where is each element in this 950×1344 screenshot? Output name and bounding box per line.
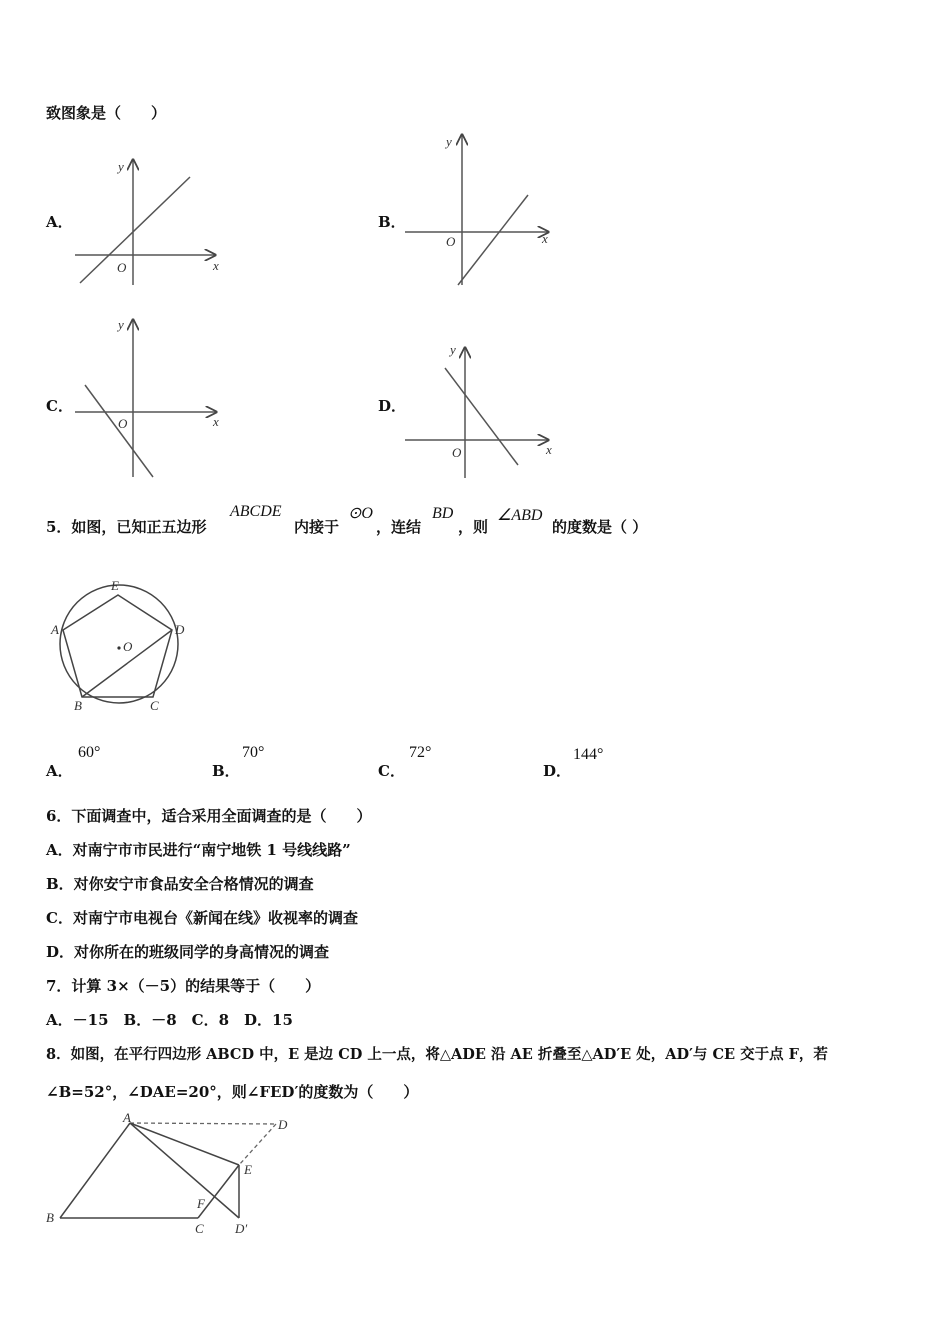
q5-option-a-label: A． (46, 762, 73, 780)
q7-stem: 7．计算 3×（－5）的结果等于（ ） (46, 977, 321, 995)
q5-option-a-value: 60° (78, 744, 101, 761)
q5-option-c-value: 72° (409, 744, 432, 761)
q4-option-c-label: C． (46, 397, 73, 415)
label-d: D (175, 622, 185, 637)
segment-ad-prime (130, 1123, 239, 1218)
q5-stem-part2: 内接于 (294, 518, 340, 536)
label-a: A (51, 622, 59, 637)
x-label: x (542, 231, 548, 246)
q4-graph-b (400, 130, 560, 290)
q6-option-d: D．对你所在的班级同学的身高情况的调查 (46, 943, 330, 961)
q7-options: A．－15 B．－8 C．8 D．15 (46, 1011, 293, 1029)
label-d: D (278, 1117, 288, 1132)
q4-graph-c (70, 315, 230, 480)
q6-option-a: A．对南宁市市民进行“南宁地铁 1 号线线路” (46, 841, 351, 859)
origin-label: O (118, 416, 128, 431)
x-label: x (546, 442, 552, 457)
q4-option-d-label: D． (378, 397, 407, 415)
q6-stem: 6．下面调查中，适合采用全面调查的是（ ） (46, 807, 372, 825)
label-f: F (197, 1196, 205, 1211)
label-e: E (244, 1162, 252, 1177)
q5-option-d-value: 144° (573, 746, 604, 763)
q5-math-bd: BD (432, 505, 454, 522)
q8-parallelogram-figure (46, 1112, 296, 1237)
q4-graph-d (400, 340, 570, 480)
origin-label: O (452, 445, 462, 460)
x-label: x (213, 414, 219, 429)
label-c: C (150, 698, 159, 713)
y-label: y (450, 342, 456, 357)
q4-option-b-label: B． (378, 213, 406, 231)
x-label: x (213, 258, 219, 273)
q4-graph-a (70, 155, 230, 285)
y-label: y (118, 159, 124, 174)
label-b: B (74, 698, 82, 713)
q5-option-d-label: D． (543, 762, 572, 780)
label-a: A (123, 1110, 131, 1125)
segment-ad-dashed (130, 1123, 276, 1124)
circumcircle (60, 585, 178, 703)
label-o: O (123, 639, 133, 654)
function-line (458, 195, 528, 285)
q8-stem-line2: ∠B=52°，∠DAE=20°，则∠FED′的度数为（ ） (46, 1083, 419, 1101)
q5-math-pentagon: ABCDE (230, 503, 282, 520)
q5-stem-part3: ，连结 (376, 518, 422, 536)
origin-label: O (117, 260, 127, 275)
q8-stem-line1: 8．如图，在平行四边形 ABCD 中，E 是边 CD 上一点，将△ADE 沿 AE 折叠至△AD′E 处，AD′与 CE 交于点 F，若 (46, 1046, 828, 1063)
origin-label: O (446, 234, 456, 249)
q6-option-c: C．对南宁市电视台《新闻在线》收视率的调查 (46, 909, 358, 927)
q4-option-a-label: A． (46, 213, 73, 231)
function-line (80, 177, 190, 283)
q5-math-circle: ⊙O (348, 505, 373, 522)
center-point (117, 646, 120, 649)
q5-stem-part5: 的度数是（ ） (552, 518, 648, 536)
q5-option-b-label: B． (212, 762, 240, 780)
segment-ab (60, 1123, 130, 1218)
label-c: C (195, 1221, 204, 1236)
q4-stem-tail: 致图象是（ ） (46, 104, 167, 122)
segment-de-dashed (239, 1124, 276, 1165)
q6-option-b: B．对你安宁市食品安全合格情况的调查 (46, 875, 314, 893)
q5-stem-part4: ，则 (458, 518, 489, 536)
y-label: y (446, 134, 452, 149)
q5-math-angle: ∠ABD (497, 507, 543, 524)
label-b: B (46, 1210, 54, 1225)
y-label: y (118, 317, 124, 332)
q5-option-b-value: 70° (242, 744, 265, 761)
function-line (85, 385, 153, 477)
label-d-prime: D′ (235, 1221, 248, 1236)
q5-option-c-label: C． (378, 762, 405, 780)
q5-pentagon-figure (46, 578, 196, 718)
q5-stem-part1: 5．如图，已知正五边形 (46, 518, 207, 536)
label-e: E (111, 578, 119, 593)
segment-ae (130, 1123, 239, 1165)
pentagon (63, 595, 172, 697)
